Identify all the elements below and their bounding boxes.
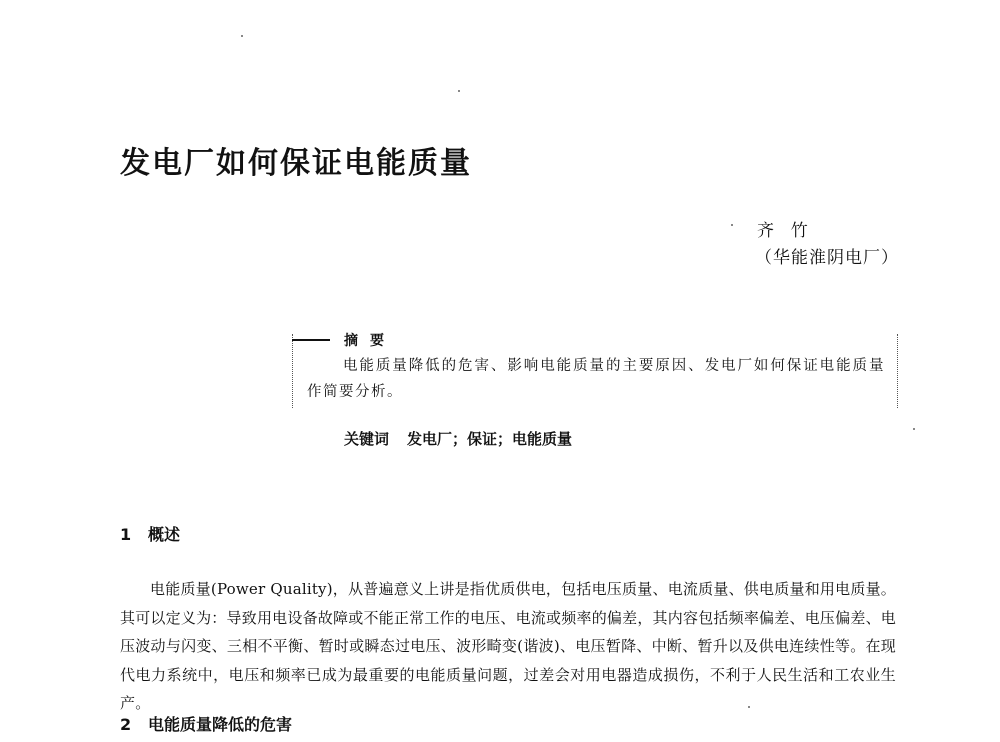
abstract-text: 电能质量降低的危害、影响电能质量的主要原因、发电厂如何保证电能质量作简要分析。 xyxy=(307,358,885,400)
author-affiliation: （华能淮阴电厂） xyxy=(755,248,899,268)
section-number: 1 xyxy=(120,525,132,544)
author-name: 齐 竹 xyxy=(757,221,810,241)
scan-speck xyxy=(913,428,915,430)
abstract-rule xyxy=(292,339,330,341)
keywords xyxy=(344,428,572,449)
keywords-label: 关键词 xyxy=(344,430,390,448)
section-heading-overview xyxy=(120,522,180,545)
scan-speck xyxy=(458,90,460,92)
section-number: 2 xyxy=(120,715,132,734)
scan-speck xyxy=(748,706,750,708)
section-title: 电能质量降低的危害 xyxy=(148,715,293,734)
section-1-paragraph: 电能质量(Power Quality)，从普遍意义上讲是指优质供电，包括电压质量、电流质量、供电质量和用电质量。其可以定义为：导致用电设备故障或不能正常工作的电压、电流或频率的偏差，其内容包括频率偏差、电压偏差、电压波动与闪变、三相不平衡、暂时或瞬态过电压、波形畸变(谐波)、电压暂降、中断、暂升以及供电连续性等。在现代电力系统中，电压和频率已成为最重要的电能质量问题，过差会对用电器造成损伤，不利于人民生活和工农业生产。 xyxy=(120,580,896,713)
section-heading-harm xyxy=(120,712,292,735)
keywords-text: 发电厂；保证；电能质量 xyxy=(407,430,573,448)
abstract-label: 摘要 xyxy=(344,333,396,349)
paper-title: 发电厂如何保证电能质量 xyxy=(120,146,472,181)
scan-speck xyxy=(241,35,243,37)
section-title: 概述 xyxy=(148,525,181,544)
scan-speck xyxy=(731,224,733,226)
